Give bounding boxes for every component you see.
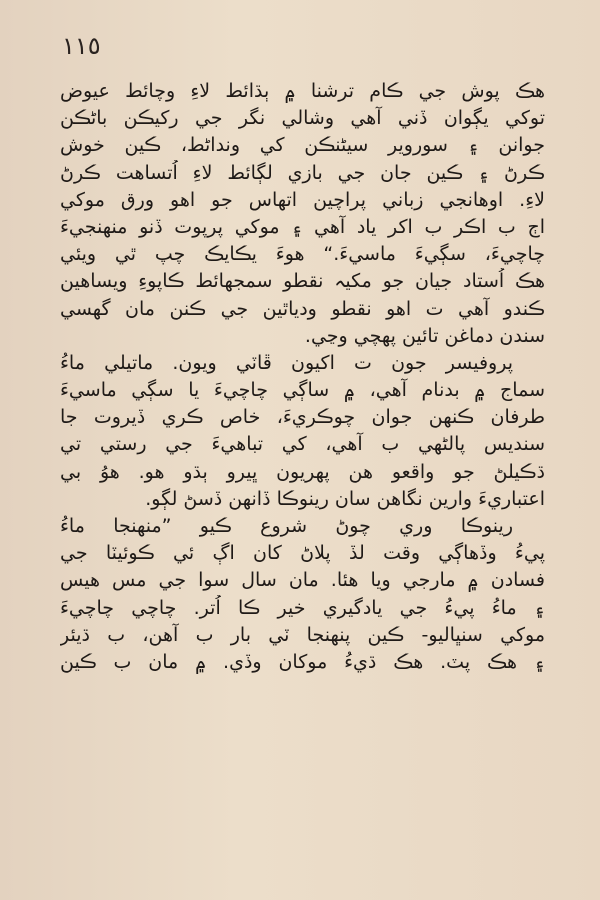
text-line: پيءُ وڏهاڳي وقت لڏ پلاڻ کان اڳ ئي ڪوئيٽا جي: [60, 542, 545, 565]
text-line: توکي يڳوان ڏني آهي وشالي نگر جي رکيڪن باڻڪن: [60, 107, 545, 130]
text-line: سندن دماغن تائين پهچي وڃي.: [304, 324, 545, 347]
text-line: سماج ۾ بدنام آهي، ۾ ساڳي چاچيءَ يا سڳي ماسيءَ: [60, 379, 545, 402]
text-line: هڪ اُستاد جيان جو مکيہ نقطو سمجھائط ڪاپوءِ ويساهين: [60, 270, 545, 293]
text-line: جوانن ۽ سوروير سيڻنڪن کي ونداڻط، ڪين خوش: [60, 134, 545, 157]
text-line: ڪندو آهي ت اهو نقطو ودياٿين جي ڪنن مان گهسي: [60, 297, 545, 320]
body-text: [60, 78, 545, 676]
page-number: ١١٥: [62, 32, 101, 60]
text-line: موکي سنڀاليو- ڪين پنهنجا ٽي بار ب آهن، ب ڌيئر: [60, 623, 545, 646]
text-line: اعتباريءَ وارين نگاهن سان رينوڪا ڏانهن ڏسڻ لڳو.: [145, 487, 545, 510]
text-line: اڄ ب اڪر ب اکر ياد آهي ۽ موکي پرپوت ڏنو منهنجيءَ: [60, 215, 545, 238]
text-line: پروفيسر جون ت اکيون ڦاٽي ويون. ماتيلي ماءُ: [60, 351, 513, 374]
text-line: چاچيءَ، سڳيءَ ماسيءَ.“ هوءَ يڪايڪ چپ ٿي ويئي: [60, 243, 545, 266]
text-line: طرفان ڪنهن جوان چوڪريءَ، خاص ڪري ڏيروت جا: [60, 406, 545, 429]
text-line: هڪ پوش جي ڪام ترشنا ۾ ٻڌائط لاءِ وچائط عيوض: [60, 80, 545, 102]
text-line: ۽ هڪ پٽ. هڪ ڌيءُ موکان وڏي. ۾ مان ب ڪين: [60, 650, 545, 673]
text-line: ۽ ماءُ پيءُ جي يادگيري خير ڪا اُتر. چاچي چاچيءَ: [60, 596, 545, 619]
text-line: ڪرڻ ۽ ڪين جان جي بازي لڳائط لاءِ اُتساهت ڪرڻ: [60, 161, 545, 184]
text-line: ڌڪيلڻ جو واقعو هن پهريون ڀيرو ٻڌو هو. هوُ بي: [60, 460, 545, 483]
text-line: لاءِ. اوهانجي زباني پراچين اتهاس جو اهو ورق موکي: [60, 188, 545, 211]
text-line: فسادن ۾ مارجي ويا هئا. مان سال سوا جي مس هيس: [60, 569, 545, 592]
text-line: سنديس پالڻهي ب آهي، کي تباهيءَ جي رستي تي: [60, 433, 545, 456]
text-line: رينوڪا وري چوڻ شروع ڪيو ”منهنجا ماءُ: [60, 515, 513, 537]
